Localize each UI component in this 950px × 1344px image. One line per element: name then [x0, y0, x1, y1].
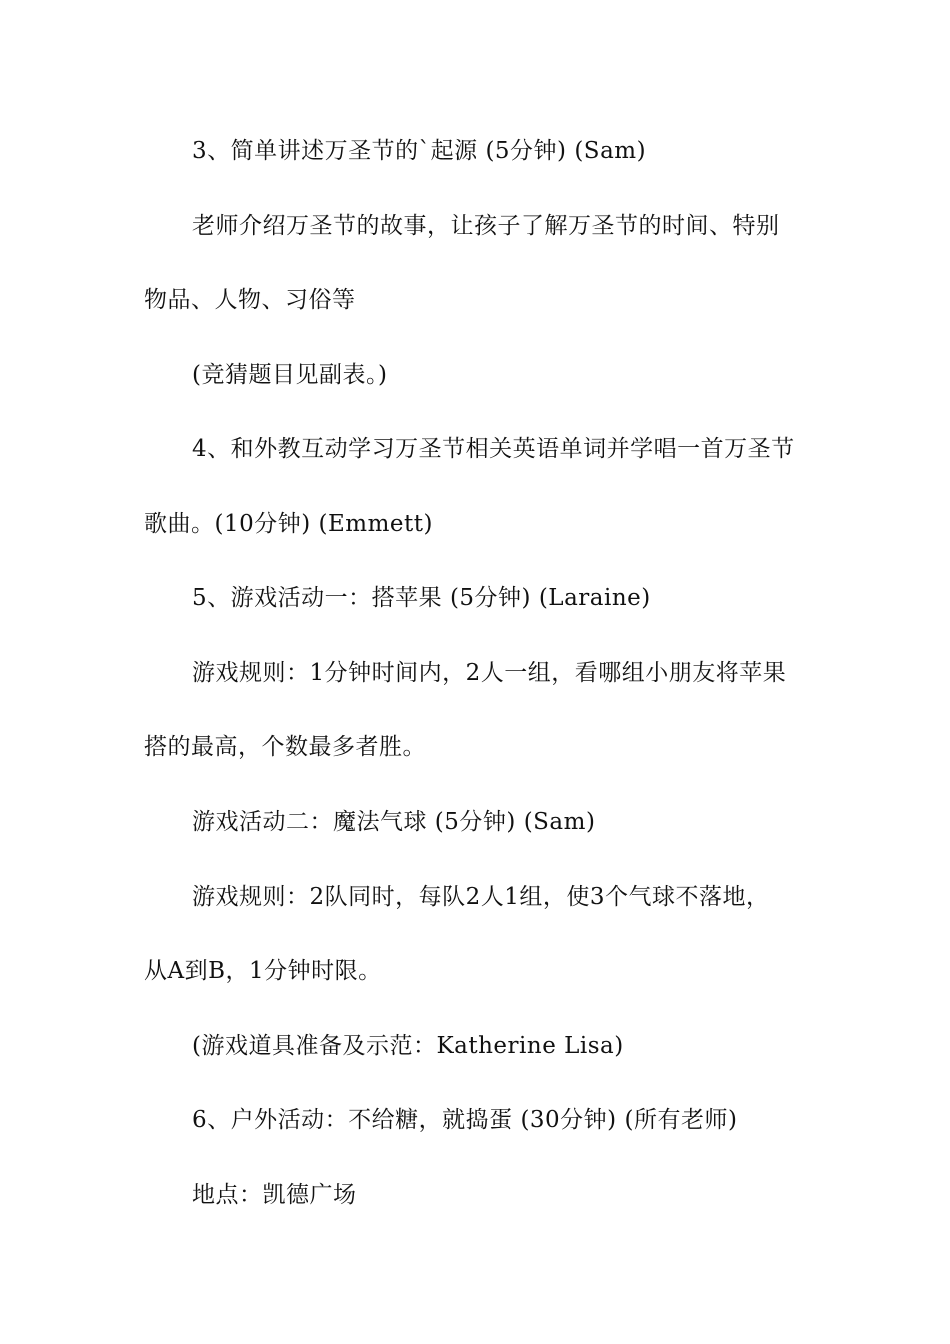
game-2-rules-continued: 从A到B，1分钟时限。: [144, 958, 382, 984]
section-6-heading: 6、户外活动：不给糖，就捣蛋 (30分钟) (所有老师): [192, 1107, 738, 1133]
section-5-heading: 5、游戏活动一：搭苹果 (5分钟) (Laraine): [192, 585, 651, 611]
section-4-heading: 4、和外教互动学习万圣节相关英语单词并学唱一首万圣节: [192, 436, 795, 462]
quiz-note: (竞猜题目见副表。): [192, 362, 388, 388]
section-3-description: 老师介绍万圣节的故事，让孩子了解万圣节的时间、特别: [192, 213, 780, 239]
section-3-description-continued: 物品、人物、习俗等: [144, 287, 356, 313]
game-2-heading: 游戏活动二：魔法气球 (5分钟) (Sam): [192, 809, 596, 835]
game-1-rules: 游戏规则：1分钟时间内，2人一组，看哪组小朋友将苹果: [192, 660, 787, 686]
location-line: 地点：凯德广场: [192, 1182, 357, 1208]
section-3-heading: 3、简单讲述万圣节的`起源 (5分钟) (Sam): [192, 138, 647, 164]
section-4-heading-continued: 歌曲。(10分钟) (Emmett): [144, 511, 433, 537]
game-2-rules: 游戏规则：2队同时，每队2人1组，使3个气球不落地，: [192, 884, 770, 910]
props-note: (游戏道具准备及示范：Katherine Lisa): [192, 1033, 624, 1059]
game-1-rules-continued: 搭的最高，个数最多者胜。: [144, 734, 426, 760]
